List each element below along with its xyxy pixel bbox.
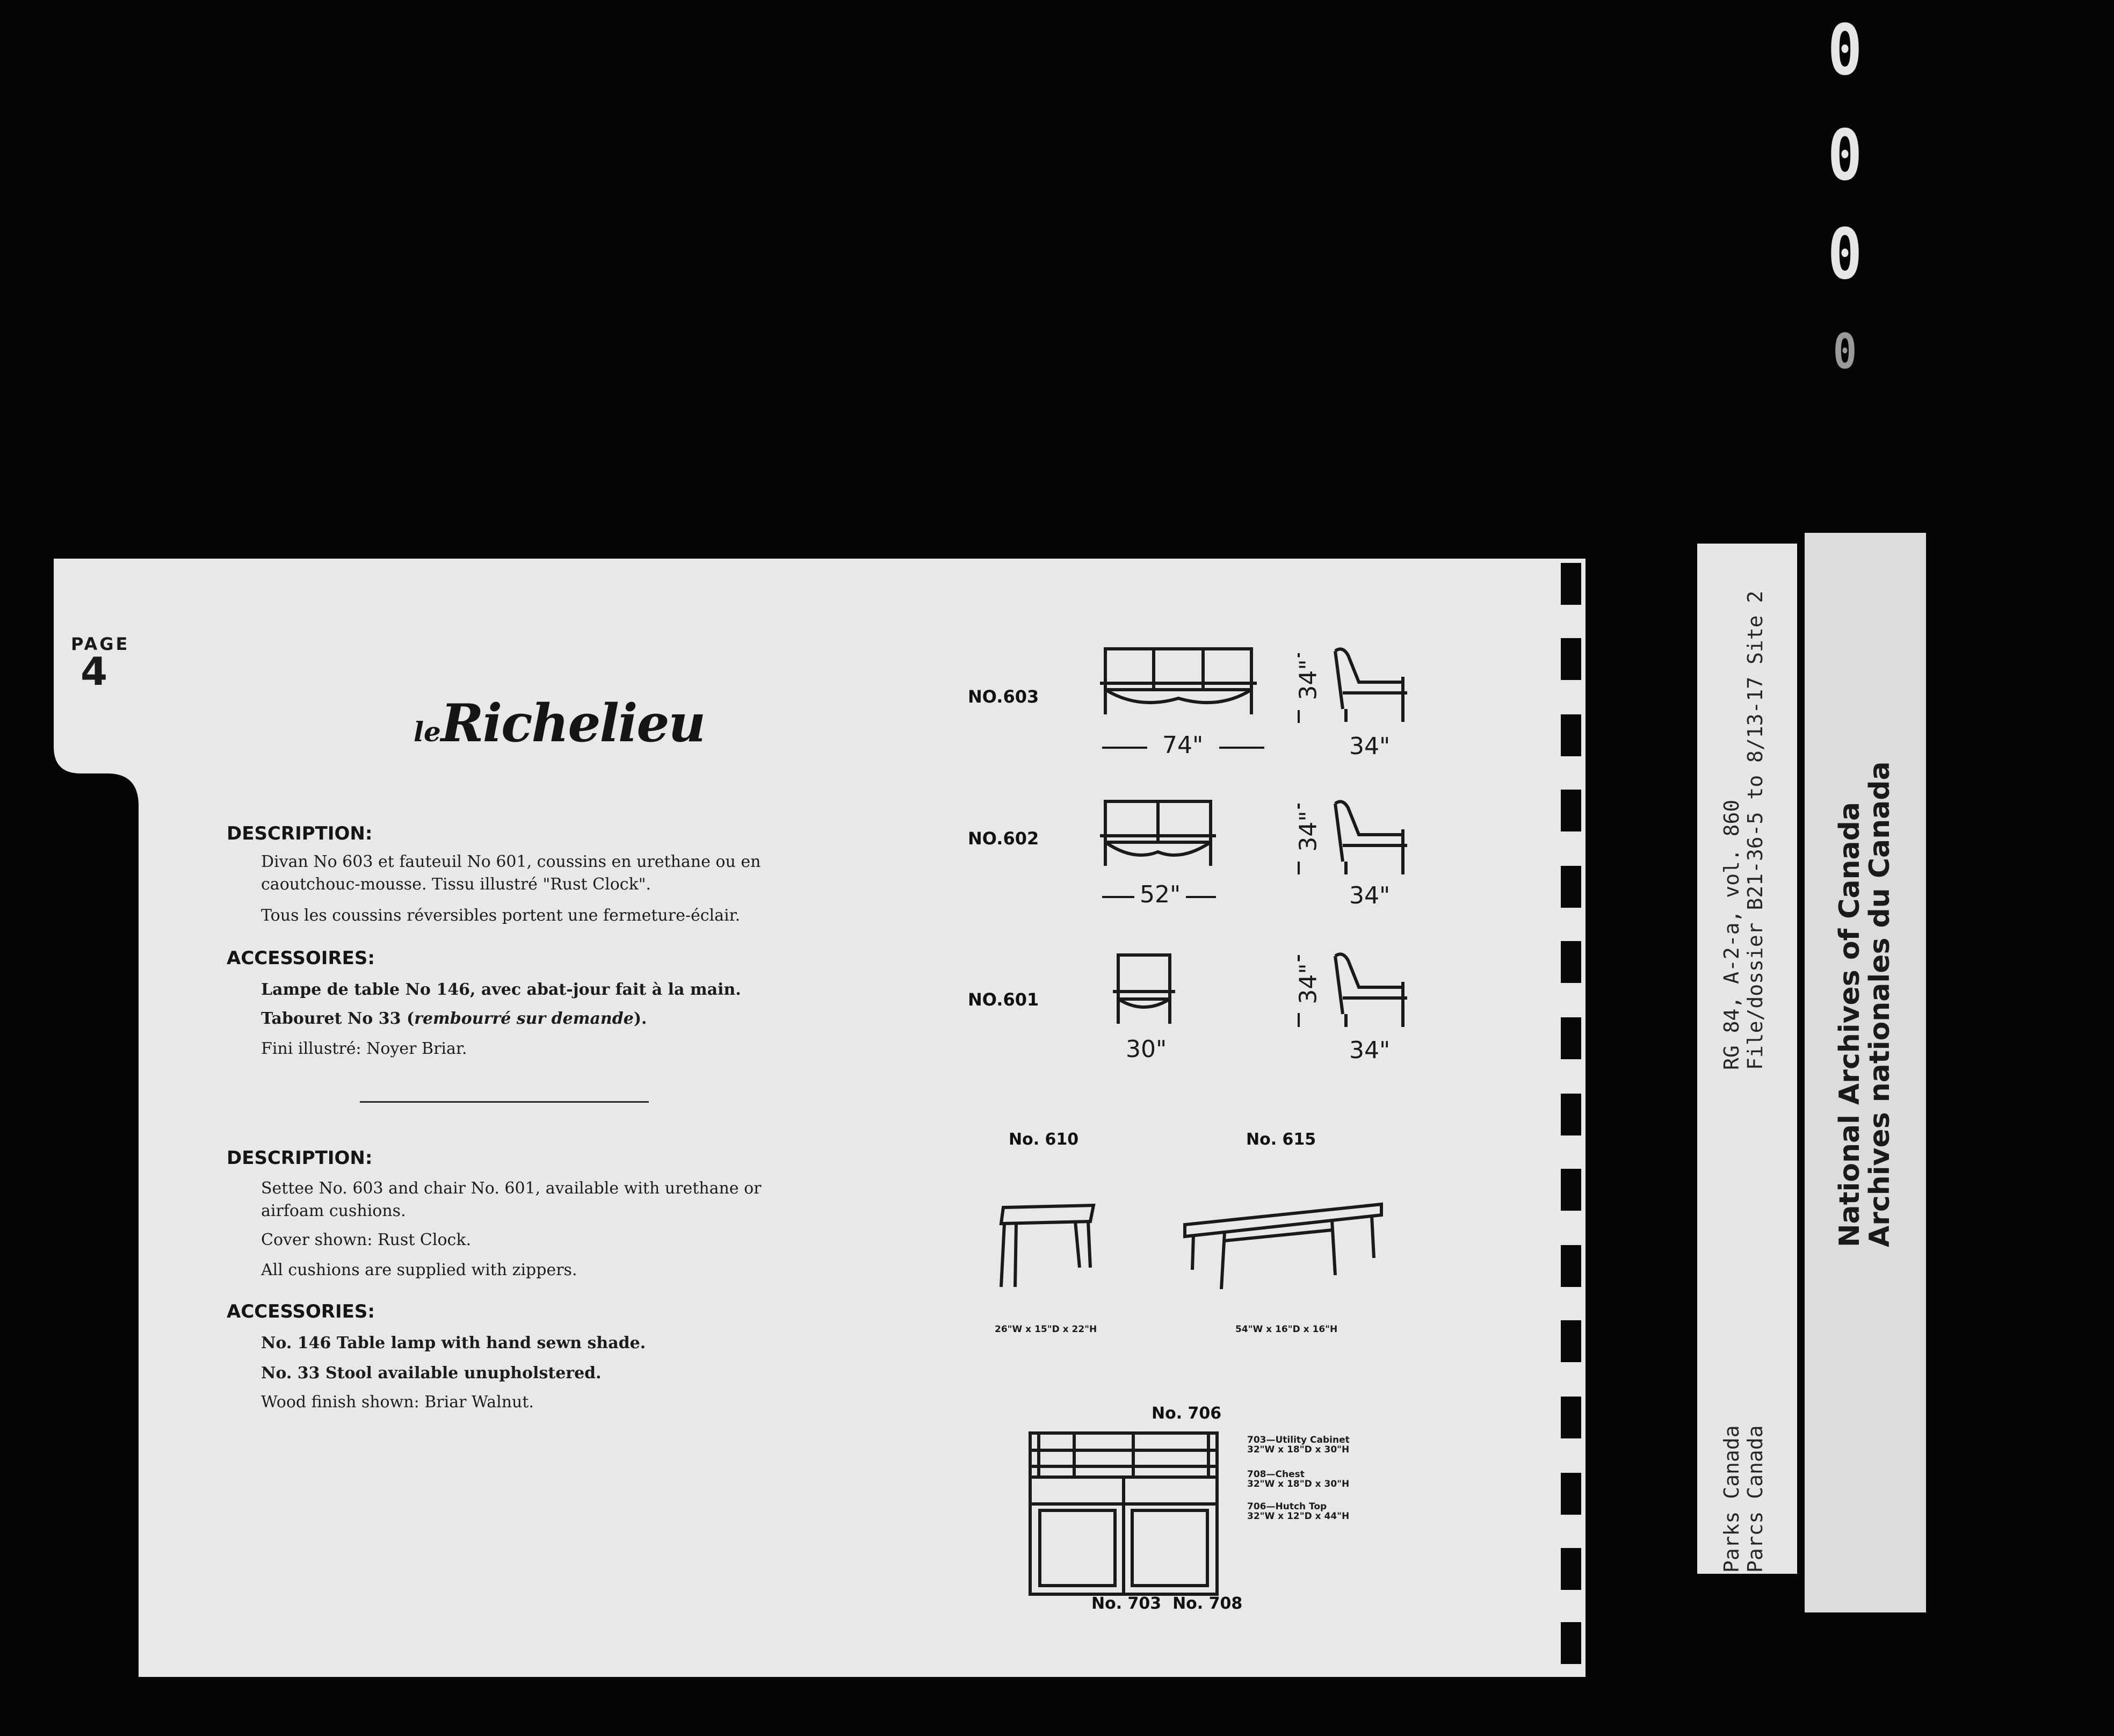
fr-accessories-heading: ACCESSOIRES: bbox=[227, 947, 375, 969]
archives-name: National Archives of Canada Archives nationales du Canada bbox=[1834, 761, 1896, 1247]
film-sprocket-hole bbox=[1561, 638, 1581, 680]
model-602-height: 34" bbox=[1295, 808, 1322, 853]
chair-side-views bbox=[1335, 649, 1407, 1027]
fr-description-line-1: Divan No 603 et fauteuil No 601, coussins en urethane ou en caoutchouc-mousse. Tissu illustré "Rust Clock". bbox=[261, 852, 761, 894]
archive-reference-label bbox=[1697, 544, 1797, 1574]
cabinet-note-708: 708—Chest 32"W x 18"D x 30"H bbox=[1247, 1469, 1350, 1489]
table-615-label: No. 615 bbox=[1246, 1130, 1316, 1149]
film-sprocket-hole bbox=[1561, 1094, 1581, 1135]
frame-counter-digit-1: 0 bbox=[1827, 9, 1863, 91]
cabinet-706-label: No. 706 bbox=[1152, 1404, 1222, 1423]
model-602-width: 52" bbox=[1138, 881, 1183, 908]
model-603-depth: 34" bbox=[1347, 733, 1392, 760]
table-610-drawing bbox=[1001, 1205, 1094, 1287]
model-603-width: 74" bbox=[1160, 732, 1205, 759]
film-sprocket-hole bbox=[1561, 790, 1581, 831]
film-sprocket-hole bbox=[1561, 1169, 1581, 1211]
fr-accessory-2: Tabouret No 33 (rembourré sur demande). bbox=[261, 1009, 647, 1028]
film-sprocket-hole bbox=[1561, 941, 1581, 983]
page-number: 4 bbox=[81, 649, 108, 694]
film-sprocket-hole bbox=[1561, 714, 1581, 756]
en-accessory-2: No. 33 Stool available unupholstered. bbox=[261, 1364, 602, 1383]
model-602-label: NO.602 bbox=[968, 828, 1039, 849]
table-610-dims: 26"W x 15"D x 22"H bbox=[995, 1324, 1097, 1335]
film-sprocket-hole bbox=[1561, 866, 1581, 908]
chair-601-front-drawing bbox=[1113, 955, 1175, 1024]
fr-finish: Fini illustré: Noyer Briar. bbox=[261, 1039, 467, 1058]
brand-name: Richelieu bbox=[440, 693, 705, 754]
film-sprocket-hole bbox=[1561, 1548, 1581, 1590]
loveseat-602-drawing bbox=[1100, 801, 1216, 866]
table-615-dims: 54"W x 16"D x 16"H bbox=[1235, 1324, 1338, 1335]
film-sprocket-hole bbox=[1561, 1017, 1581, 1059]
cabinet-note-703: 703—Utility Cabinet 32"W x 18"D x 30"H bbox=[1247, 1435, 1350, 1455]
en-finish: Wood finish shown: Briar Walnut. bbox=[261, 1393, 534, 1412]
fr-description-heading: DESCRIPTION: bbox=[227, 823, 373, 844]
en-description-heading: DESCRIPTION: bbox=[227, 1147, 373, 1169]
frame-counter-digit-3: 0 bbox=[1827, 213, 1863, 295]
en-accessory-1: No. 146 Table lamp with hand sewn shade. bbox=[261, 1334, 646, 1352]
page-label: PAGE bbox=[71, 634, 130, 654]
fr-description-line-2: Tous les coussins réversibles portent une fermeture-éclair. bbox=[261, 906, 741, 925]
national-archives-label bbox=[1805, 533, 1926, 1612]
film-sprocket-hole bbox=[1561, 1622, 1581, 1664]
fr-accessory-1: Lampe de table No 146, avec abat-jour fait à la main. bbox=[261, 980, 741, 999]
sofa-603-drawing bbox=[1100, 649, 1257, 714]
model-601-height: 34" bbox=[1295, 961, 1322, 1006]
model-602-depth: 34" bbox=[1347, 882, 1392, 909]
en-description-line-2: Cover shown: Rust Clock. bbox=[261, 1231, 472, 1249]
film-sprocket-hole bbox=[1561, 563, 1581, 605]
brand-prefix: le bbox=[414, 716, 441, 748]
en-description-line-3: All cushions are supplied with zippers. bbox=[261, 1261, 577, 1279]
model-601-depth: 34" bbox=[1347, 1037, 1392, 1064]
film-sprocket-hole bbox=[1561, 1397, 1581, 1438]
film-sprocket-hole bbox=[1561, 1320, 1581, 1362]
frame-counter-digit-4: 0 bbox=[1833, 323, 1857, 380]
table-615-drawing bbox=[1185, 1204, 1381, 1289]
cabinet-bottom-label: No. 703 No. 708 bbox=[1091, 1594, 1243, 1613]
cabinet-706-drawing bbox=[1030, 1433, 1217, 1594]
archive-reference-lines: RG 84, A-2-a, vol. 860 File/dossier B21-36-5 to 8/13-17 Site 2 bbox=[1720, 590, 1767, 1070]
model-603-height: 34" bbox=[1295, 657, 1322, 702]
cabinet-note-706: 706—Hutch Top 32"W x 12"D x 44"H bbox=[1247, 1501, 1350, 1522]
model-603-label: NO.603 bbox=[968, 686, 1039, 707]
model-601-width: 30" bbox=[1124, 1036, 1169, 1063]
film-sprocket-hole bbox=[1561, 1473, 1581, 1515]
en-description-line-1: Settee No. 603 and chair No. 601, available with urethane or airfoam cushions. bbox=[261, 1179, 762, 1220]
frame-counter-digit-2: 0 bbox=[1827, 114, 1863, 196]
agency-names: Parks Canada Parcs Canada bbox=[1720, 1425, 1767, 1573]
model-601-label: NO.601 bbox=[968, 989, 1039, 1010]
en-accessories-heading: ACCESSORIES: bbox=[227, 1301, 375, 1322]
film-sprocket-hole bbox=[1561, 1245, 1581, 1287]
table-610-label: No. 610 bbox=[1009, 1130, 1079, 1149]
